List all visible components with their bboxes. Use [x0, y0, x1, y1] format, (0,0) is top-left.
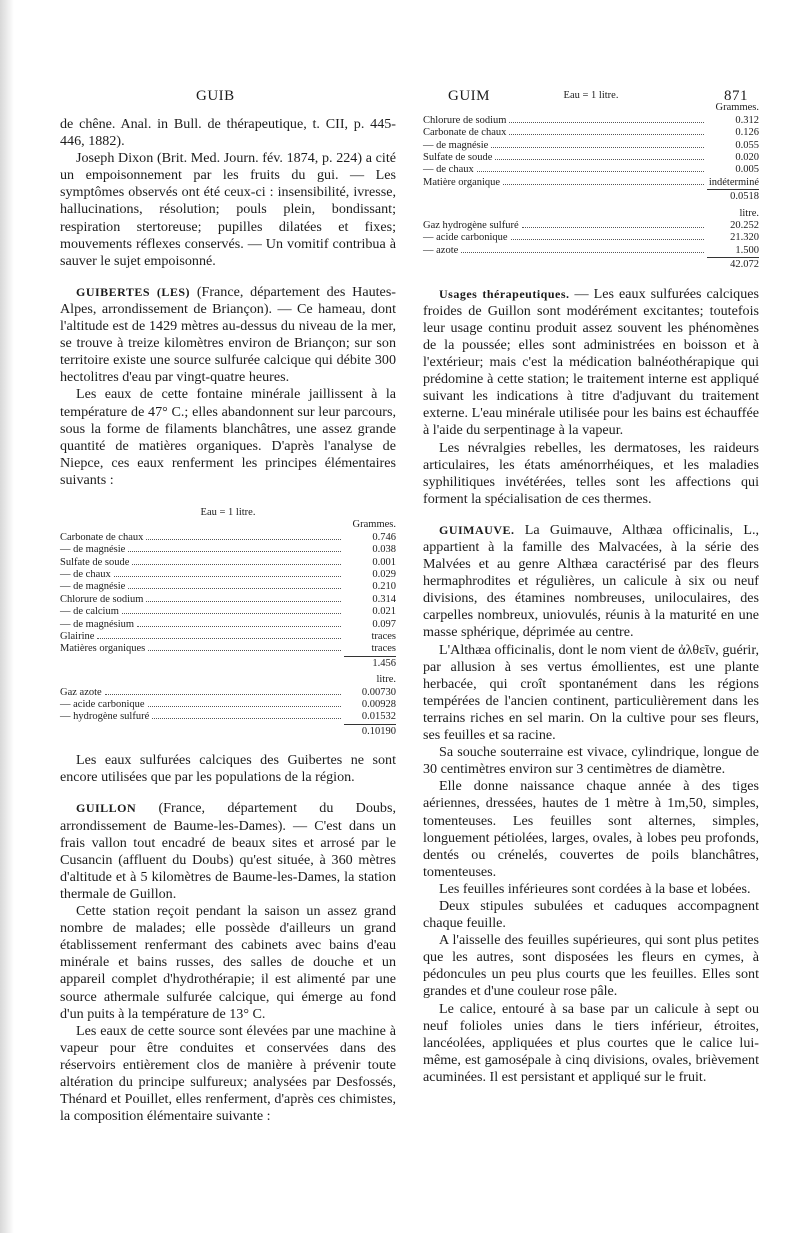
table-total: 0.0518	[423, 189, 759, 203]
row-value: 20.252	[730, 220, 759, 232]
paragraph: L'Althæa officinalis, dont le nom vient de ἀλθεῖν, guérir, par allusion à ses vertus émollientes, est une plante herbacée, qui croît spontanément dans les régions tempérées de l'ancien continent, particulièrement dans les terrains riches en sel marin. On la cultive pour ses fleurs, ses feuilles et sa racine.	[423, 641, 759, 744]
leader-dots	[146, 601, 341, 602]
leader-dots	[491, 147, 704, 148]
paragraph: Joseph Dixon (Brit. Med. Journ. fév. 1874, p. 224) a cité un empoisonnement par les fruits du gui. — Les symptômes observés ont été ceux-ci : insensibilité, ivresse, hallucinations, résolution; pouls plein, bondissant; respiration stertoreuse; pupilles dilatées et fixes; mouvements réflexes conservés. — Un vomitif contribua à sauver le sujet empoisonné.	[60, 150, 396, 269]
row-label: Matière organique	[423, 176, 501, 188]
row-value: 1.500	[735, 244, 759, 256]
row-value: 0.055	[735, 139, 759, 151]
row-label: Matières organiques	[60, 643, 146, 655]
row-label: — de magnésie	[60, 544, 126, 556]
table-row	[423, 127, 759, 139]
paragraph: Les eaux de cette fontaine minérale jaillissent à la température de 47° C.; elles abandonnent sur leur parcours, sous la forme de filaments blanchâtres, une assez grande quantité de matières organiques. D'après l'analyse de Niepce, ces eaux renferment les principes élémentaires suivants :	[60, 386, 396, 488]
paragraph: Sa souche souterraine est vivace, cylindrique, longue de 30 centimètres environ sur 3 centimètres de diamètre.	[423, 744, 759, 778]
leader-dots	[495, 159, 704, 160]
paragraph: Deux stipules subulées et caduques accompagnent chaque feuille.	[423, 897, 759, 932]
table-row	[60, 606, 396, 618]
table-unit: litre.	[739, 207, 759, 219]
table-total: 0.10190	[60, 724, 396, 738]
table-row	[60, 557, 396, 569]
leader-dots	[503, 184, 704, 185]
row-label: — azote	[423, 244, 459, 256]
page-gutter-shadow	[0, 0, 14, 1233]
table-row	[60, 631, 396, 643]
entry-headword: GUIMAUVE.	[439, 522, 515, 537]
table-title: Eau = 1 litre.	[563, 90, 619, 101]
table-row	[60, 569, 396, 581]
leader-dots	[146, 539, 341, 540]
leader-dots	[132, 564, 341, 565]
row-label: Carbonate de chaux	[60, 531, 144, 543]
leader-dots	[114, 576, 341, 577]
paragraph: A l'aisselle des feuilles supérieures, qui sont plus petites que les autres, sont disposées les fleurs en cymes, à pédoncules un peu plus courts que les feuilles. Elles sont grandes et d'une couleur rose pâle.	[423, 932, 759, 1000]
table-row	[60, 711, 396, 723]
table-row	[60, 594, 396, 606]
usages-paragraph: Usages thérapeutiques. — Les eaux sulfurées calciques froides de Guillon sont modérément excitantes; toutefois leur usage continu produit assez souvent les phénomènes de la poussée; elles sont administrées en boisson et à l'extérieur; mais c'est la médication balnéothérapique qui prédomine à cette station; le traitement interne est appliqué suivant les indications à titre d'adjuvant du traitement externe. L'eau minérale utilisée pour les bains est échauffée à l'aide du serpentinage à la vapeur.	[423, 285, 759, 439]
row-label: — de chaux	[423, 164, 474, 176]
table-total: 42.072	[423, 257, 759, 271]
row-label: Chlorure de sodium	[60, 593, 144, 605]
paragraph: Le calice, entouré à sa base par un calicule à sept ou neuf folioles unies dans le tiers inférieur, étroites, lancéolées, appliquées et plus courtes que le calice lui-même, est gamosépale à cinq divisions, ovales, brièvement acuminées. Il est persistant et appliqué sur le fruit.	[423, 1000, 759, 1085]
table-row	[423, 232, 759, 244]
row-label: — acide carbonique	[60, 699, 145, 711]
paragraph: de chêne. Anal. in Bull. de thérapeutique, t. CII, p. 445-446, 1882).	[60, 116, 396, 150]
table-row	[60, 619, 396, 631]
table-total: 1.456	[60, 656, 396, 670]
paragraph: Les névralgies rebelles, les dermatoses, les raideurs articulaires, les états aménorrhéiques, et les maladies syphilitiques invétérées, telles sont les affections qui forment la spécialisation de ces thermes.	[423, 439, 759, 507]
row-value: 0.126	[735, 127, 759, 139]
paragraph: Les eaux de cette source sont élevées par une machine à vapeur pour être conduites et conservées dans des réservoirs entièrement clos de manière à prévenir toute altération du principe sulfureux; analysées par Desfossés, Thénard et Pouillet, elles renferment, d'après ces chimistes, la composition élémentaire suivante :	[60, 1022, 396, 1125]
row-label: — acide carbonique	[423, 232, 508, 244]
table-row	[423, 177, 759, 189]
table-row	[60, 699, 396, 711]
row-value: 0.00730	[361, 686, 396, 698]
leader-dots	[509, 122, 704, 123]
table-row	[423, 164, 759, 176]
row-label: — de chaux	[60, 569, 111, 580]
row-label: — de magnésie	[60, 581, 126, 593]
leader-dots	[152, 718, 341, 719]
table-row	[423, 140, 759, 152]
table-row	[60, 532, 396, 544]
leader-dots	[509, 134, 704, 135]
left-column	[60, 116, 396, 1125]
leader-dots	[122, 613, 341, 614]
row-value: 0.021	[372, 606, 396, 618]
leader-dots	[137, 626, 341, 627]
row-value: 21.320	[730, 232, 759, 244]
row-label: Gaz hydrogène sulfuré	[423, 220, 519, 232]
right-column	[423, 90, 759, 1086]
row-value: 0.005	[735, 164, 759, 176]
table-row	[60, 581, 396, 593]
row-label: Gaz azote	[60, 686, 102, 698]
row-value: 0.001	[372, 556, 396, 568]
row-label: — de magnésium	[60, 618, 135, 630]
entry-guibertes: GUIBERTES (LES) (France, département des Hautes-Alpes, arrondissement de Briançon). — Ce hameau, dont l'altitude est de 1429 mètres au-dessus du niveau de la mer, se trouve à treize kilomètres environ de Briançon; sur son territoire existe une source sulfurée calcique qui débite 300 hectolitres d'eau par vingt-quatre heures.	[60, 283, 396, 386]
table-row	[423, 115, 759, 127]
table-unit: Grammes.	[352, 519, 396, 531]
page-number: 871	[724, 88, 748, 104]
row-label: Carbonate de chaux	[423, 127, 507, 139]
entry-guimauve: GUIMAUVE. La Guimauve, Althæa officinalis, L., appartient à la famille des Malvacées, à la série des Malvées et au genre Althæa caractérisé par des fleurs hermaphrodites et régulières, un calicule à six ou neuf divisions, des étamines nombreuses, uniloculaires, des carpelles nombreux, uniovulés, réunis à la maturité en une masse sphérique, déprimée au centre.	[423, 521, 759, 641]
entry-headword: GUIBERTES (LES)	[76, 284, 191, 299]
row-value: traces	[371, 631, 396, 643]
row-value: 0.020	[735, 152, 759, 164]
row-value: 0.097	[372, 618, 396, 630]
row-value: 0.210	[372, 581, 396, 593]
analysis-table-guillon	[423, 90, 759, 272]
section-heading: Usages thérapeutiques.	[439, 286, 570, 301]
leader-dots	[511, 239, 704, 240]
running-head-left: GUIB	[196, 88, 235, 104]
row-value: 0.312	[735, 114, 759, 126]
entry-guillon: GUILLON (France, département du Doubs, arrondissement de Baume-les-Dames). — C'est dans un frais vallon tout encadré de beaux sites et arrosé par le Cusancin (affluent du Doubs) qu'est située, à 360 mètres d'altitude et à 5 kilomètres de Baume-les-Dames, la station thermale de Guillon.	[60, 800, 396, 902]
leader-dots	[148, 650, 341, 651]
table-unit: litre.	[376, 674, 396, 686]
leader-dots	[128, 551, 341, 552]
row-value: 0.01532	[361, 711, 396, 723]
row-value: 0.314	[372, 593, 396, 605]
row-label: Sulfate de soude	[423, 152, 493, 164]
row-label: — de calcium	[60, 606, 119, 618]
table-title: Eau = 1 litre.	[200, 506, 256, 518]
leader-dots	[522, 227, 704, 228]
table-unit: Grammes.	[715, 102, 759, 114]
analysis-table-guibertes	[60, 507, 396, 738]
leader-dots	[97, 638, 341, 639]
table-row	[60, 643, 396, 655]
row-value: 0.029	[372, 569, 396, 580]
row-label: — hydrogène sulfuré	[60, 711, 150, 723]
leader-dots	[148, 706, 341, 707]
row-label: Glairine	[60, 631, 95, 643]
paragraph: Les feuilles inférieures sont cordées à la base et lobées.	[439, 880, 751, 897]
entry-headword: GUILLON	[76, 801, 137, 816]
leader-dots	[477, 171, 704, 172]
table-row	[60, 544, 396, 556]
table-row	[60, 687, 396, 699]
row-label: Chlorure de sodium	[423, 114, 507, 126]
running-head-center: GUIM	[448, 88, 490, 104]
leader-dots	[105, 694, 341, 695]
table-row	[423, 220, 759, 232]
leader-dots	[128, 588, 341, 589]
leader-dots	[461, 252, 704, 253]
row-label: Sulfate de soude	[60, 556, 130, 568]
row-value: 0.00928	[361, 699, 396, 711]
row-value: indéterminé	[708, 176, 759, 188]
row-value: traces	[371, 643, 396, 655]
row-label: — de magnésie	[423, 139, 489, 151]
paragraph: Elle donne naissance chaque année à des tiges aériennes, dressées, hautes de 1 mètre à 1m,50, simples, tomenteuses. Les feuilles sont alternes, simples, longuement pétiolées, larges, ovales, à lobes peu profonds, dentés ou crénelés, couvertes de poils blanchâtres, tomenteuses.	[423, 778, 759, 880]
paragraph: Cette station reçoit pendant la saison un assez grand nombre de malades; elle possède d'ailleurs un grand établissement renfermant des cabinets avec bains d'eau minérale et bains russes, des salles de douche et un appareil complet d'hydrothérapie; il est alimenté par une source athermale sulfurée calcique, qui émerge au fond d'un puits à la température de 13° C.	[60, 903, 396, 1022]
table-row	[423, 245, 759, 257]
table-row	[423, 152, 759, 164]
row-value: 0.746	[372, 531, 396, 543]
paragraph: Les eaux sulfurées calciques des Guibertes ne sont encore utilisées que par les populations de la région.	[60, 752, 396, 786]
row-value: 0.038	[372, 544, 396, 556]
